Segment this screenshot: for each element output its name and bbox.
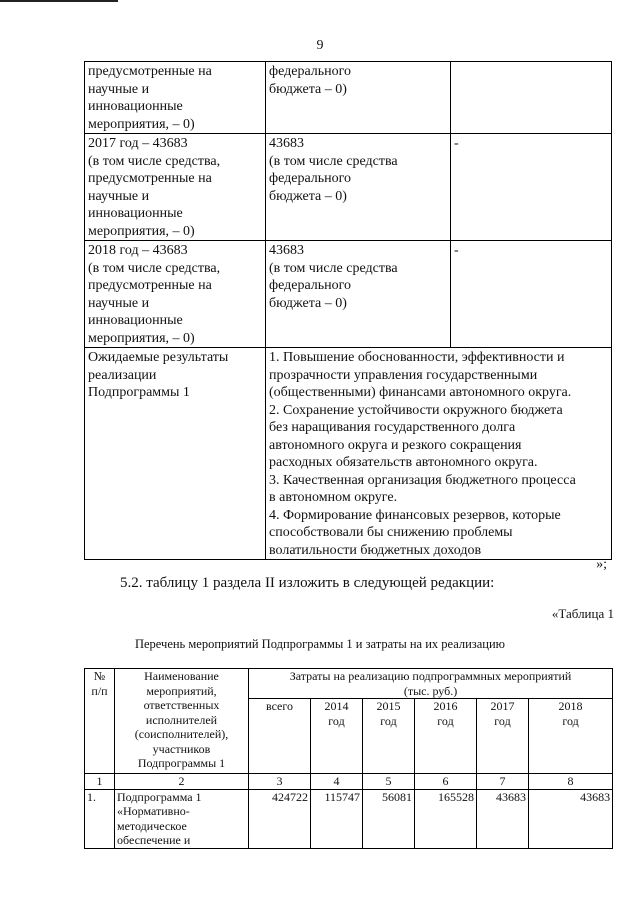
column-number: 4 — [311, 774, 363, 790]
funding-cell: предусмотренные на научные и инновационные мероприятия, – 0) — [85, 62, 266, 134]
cost-2018: 43683 — [529, 789, 613, 848]
federal-budget-cell: федерального бюджета – 0) — [266, 62, 451, 134]
table-header-row — [85, 669, 613, 699]
table-row — [85, 241, 612, 348]
cost-2015: 56081 — [363, 789, 415, 848]
header-costs: Затраты на реализацию подпрограммных мероприятий (тыс. руб.) — [249, 669, 613, 699]
header-2018: 2018 год — [529, 699, 613, 774]
header-2015: 2015 год — [363, 699, 415, 774]
other-sources-2017-cell: - — [451, 134, 612, 241]
table-caption: Перечень мероприятий Подпрограммы 1 и затраты на их реализацию — [134, 637, 506, 651]
activities-costs-table — [84, 668, 613, 849]
funding-2018-cell: 2018 год – 43683 (в том числе средства, предусмотренные на научные и инновационные мероприятия, – 0) — [85, 241, 266, 348]
column-number: 1 — [85, 774, 115, 790]
cost-2017: 43683 — [477, 789, 529, 848]
closing-quote: »; — [596, 557, 607, 572]
column-number-row — [85, 774, 613, 790]
header-2017: 2017 год — [477, 699, 529, 774]
column-number: 7 — [477, 774, 529, 790]
amendment-paragraph: 5.2. таблицу 1 раздела II изложить в следующей редакции: — [120, 575, 495, 591]
header-total: всего — [249, 699, 311, 774]
header-2016: 2016 год — [415, 699, 477, 774]
row-number: 1. — [85, 789, 115, 848]
federal-budget-2018-cell: 43683 (в том числе средства федерального бюджета – 0) — [266, 241, 451, 348]
table-row — [85, 789, 613, 848]
column-number: 2 — [115, 774, 249, 790]
cost-total: 424722 — [249, 789, 311, 848]
header-2014: 2014 год — [311, 699, 363, 774]
table-row — [85, 134, 612, 241]
cost-2014: 115747 — [311, 789, 363, 848]
column-number: 5 — [363, 774, 415, 790]
table-row — [85, 62, 612, 134]
header-num: № п/п — [85, 669, 115, 774]
other-sources-cell — [451, 62, 612, 134]
federal-budget-2017-cell: 43683 (в том числе средства федерального бюджета – 0) — [266, 134, 451, 241]
activity-name: Подпрограмма 1 «Нормативно- методическое обеспечение и — [115, 789, 249, 848]
header-name: Наименование мероприятий, ответственных исполнителей (соисполнителей), участников Подпрограммы 1 — [115, 669, 249, 774]
cost-2016: 165528 — [415, 789, 477, 848]
expected-results-text: 1. Повышение обоснованности, эффективности и прозрачности управления государственными (общественными) финансами автономного округа. 2. Сохранение устойчивости окружного бюджета без наращивания государственного долга автономного округа и резкого сокращения расходных обязательств автономного округа. 3. Качественная организация бюджетного процесса в автономном округе. 4. Формирование финансовых резервов, которые способствовали бы снижению проблемы волатильности бюджетных доходов — [266, 348, 612, 560]
table-label: «Таблица 1 — [551, 606, 614, 621]
funding-2017-cell: 2017 год – 43683 (в том числе средства, предусмотренные на научные и инновационные мероприятия, – 0) — [85, 134, 266, 241]
column-number: 6 — [415, 774, 477, 790]
page-number: 9 — [316, 38, 324, 53]
subprogram-funding-table — [84, 61, 612, 560]
table-row — [85, 348, 612, 560]
scan-edge-mark — [0, 0, 118, 2]
column-number: 8 — [529, 774, 613, 790]
expected-results-label: Ожидаемые результаты реализации Подпрограммы 1 — [85, 348, 266, 560]
other-sources-2018-cell: - — [451, 241, 612, 348]
column-number: 3 — [249, 774, 311, 790]
